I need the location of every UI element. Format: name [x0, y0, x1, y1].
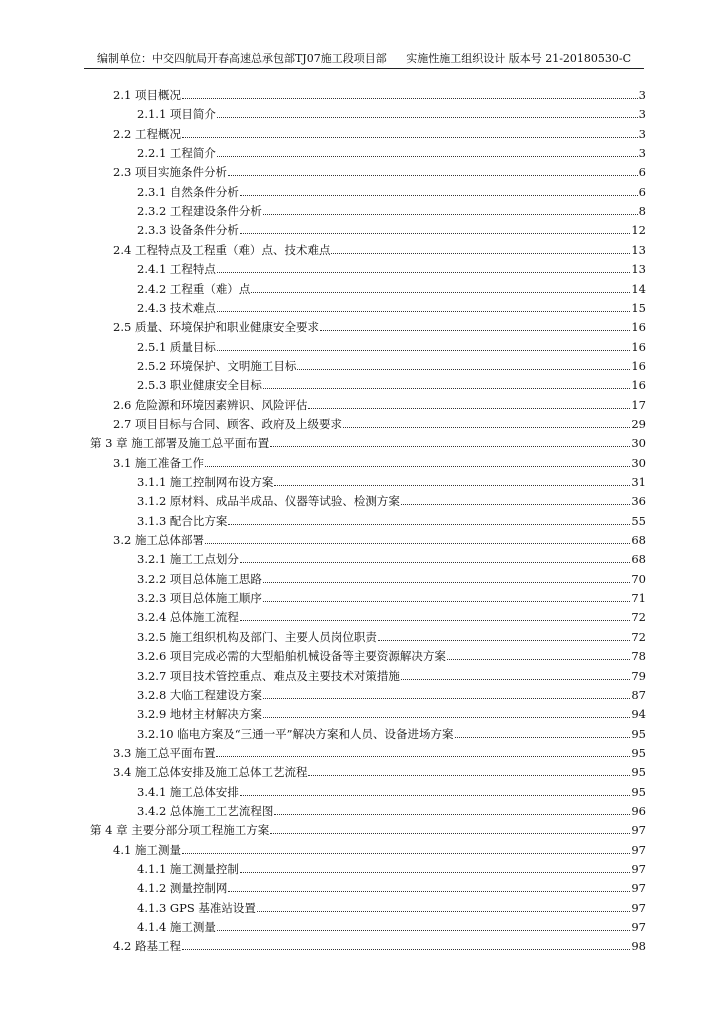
toc-entry[interactable]: [113, 316, 646, 334]
toc-entry-title: 3.2.10 临电方案及“三通一平”解决方案和人员、设备进场方案: [137, 726, 454, 741]
toc-entry-title: 2.4.1 工程特点: [137, 262, 216, 277]
toc-entry[interactable]: [137, 568, 646, 586]
toc-entry[interactable]: [137, 800, 646, 818]
toc-entry[interactable]: [137, 606, 646, 624]
toc-entry-title: 3.2.6 项目完成必需的大型船舶机械设备等主要资源解决方案: [137, 649, 446, 664]
toc-entry-page: 95: [631, 784, 646, 799]
toc-entry-title: 3.4 施工总体安排及施工总体工艺流程: [113, 765, 308, 780]
toc-entry-title: 2.3.3 设备条件分析: [137, 223, 239, 238]
toc-entry[interactable]: [137, 103, 646, 121]
toc-entry-page: 97: [631, 900, 646, 915]
toc-entry-page: 6: [638, 165, 646, 180]
toc-leader-dots: [263, 581, 630, 583]
toc-entry-page: 30: [631, 455, 646, 470]
toc-entry[interactable]: [137, 877, 646, 895]
toc-entry-title: 3.2 施工总体部署: [113, 533, 204, 548]
toc-leader-dots: [217, 349, 630, 351]
toc-entry[interactable]: [113, 742, 646, 760]
toc-leader-dots: [240, 232, 630, 234]
toc-leader-dots: [205, 542, 630, 544]
toc-leader-dots: [308, 774, 630, 776]
toc-entry[interactable]: [113, 529, 646, 547]
toc-leader-dots: [257, 910, 630, 912]
toc-entry-page: 17: [631, 397, 646, 412]
toc-entry[interactable]: [113, 452, 646, 470]
toc-leader-dots: [217, 929, 630, 931]
toc-entry-page: 30: [631, 436, 646, 451]
toc-entry-page: 72: [631, 610, 646, 625]
toc-entry-page: 16: [631, 358, 646, 373]
toc-entry[interactable]: [137, 548, 646, 566]
toc-entry-title: 2.3.1 自然条件分析: [137, 184, 239, 199]
toc-entry-title: 4.1.2 测量控制网: [137, 881, 228, 896]
toc-leader-dots: [182, 948, 630, 950]
toc-entry-title: 2.5.3 职业健康安全目标: [137, 378, 262, 393]
toc-entry-page: 3: [638, 88, 646, 102]
toc-entry-page: 31: [631, 475, 646, 489]
header-organization: 编制单位：中交四航局开春高速总承包部TJ07施工段项目部: [96, 52, 387, 65]
toc-entry-title: 2.4.2 工程重（难）点: [137, 281, 251, 296]
toc-entry-page: 97: [631, 881, 646, 896]
toc-leader-dots: [228, 523, 630, 525]
toc-leader-dots: [401, 678, 630, 680]
toc-entry[interactable]: [113, 84, 646, 102]
toc-leader-dots: [378, 639, 630, 641]
toc-leader-dots: [217, 271, 630, 273]
toc-leader-dots: [343, 426, 630, 428]
toc-entry-page: 29: [631, 416, 646, 431]
toc-entry-page: 16: [631, 339, 646, 354]
toc-leader-dots: [274, 484, 630, 486]
toc-entry-title: 3.1 施工准备工作: [113, 455, 204, 470]
toc-entry-page: 3: [638, 146, 646, 161]
toc-entry-page: 3: [638, 107, 646, 122]
toc-entry-page: 97: [631, 862, 646, 876]
toc-entry-title: 第 3 章 施工部署及施工总平面布置: [90, 436, 270, 451]
toc-entry-page: 98: [631, 939, 646, 954]
toc-entry-page: 79: [631, 668, 646, 683]
toc-entry-title: 2.3 项目实施条件分析: [113, 165, 227, 180]
toc-entry[interactable]: [137, 181, 646, 199]
toc-entry-page: 6: [638, 184, 646, 199]
toc-entry-page: 14: [631, 281, 646, 296]
toc-entry-title: 2.5.1 质量目标: [137, 339, 216, 354]
toc-entry[interactable]: [137, 219, 646, 237]
toc-leader-dots: [251, 291, 630, 293]
toc-entry-page: 70: [631, 571, 646, 586]
toc-entry-title: 3.2.2 项目总体施工思路: [137, 571, 262, 586]
toc-leader-dots: [297, 368, 630, 370]
toc-leader-dots: [240, 871, 630, 873]
toc-entry[interactable]: [137, 858, 646, 876]
toc-leader-dots: [401, 503, 630, 505]
toc-entry-page: 97: [631, 842, 646, 857]
toc-entry[interactable]: [113, 394, 646, 412]
toc-entry[interactable]: [137, 897, 646, 915]
header-version: 实施性施工组织设计 版本号 21-20180530-C: [406, 52, 632, 65]
toc-entry-title: 3.2.3 项目总体施工顺序: [137, 591, 262, 606]
toc-entry-title: 3.2.9 地材主材解决方案: [137, 707, 262, 722]
toc-leader-dots: [217, 310, 630, 312]
toc-entry-page: 87: [631, 687, 646, 702]
toc-leader-dots: [240, 619, 630, 621]
toc-leader-dots: [240, 194, 638, 196]
toc-entry-page: 68: [631, 533, 646, 548]
toc-entry-title: 2.7 项目目标与合同、顾客、政府及上级要求: [113, 416, 342, 431]
toc-leader-dots: [217, 155, 638, 157]
toc-entry[interactable]: [137, 781, 646, 799]
toc-entry-title: 2.4.3 技术难点: [137, 300, 216, 315]
toc-entry[interactable]: [137, 703, 646, 721]
toc-entry[interactable]: [137, 684, 646, 702]
toc-entry-page: 96: [631, 803, 646, 818]
toc-leader-dots: [263, 716, 630, 718]
toc-entry[interactable]: [90, 819, 646, 837]
toc-entry[interactable]: [137, 258, 646, 276]
toc-entry[interactable]: [137, 626, 646, 644]
toc-entry[interactable]: [113, 761, 646, 779]
toc-entry[interactable]: [137, 374, 646, 392]
toc-entry-page: 16: [631, 320, 646, 335]
toc-entry[interactable]: [137, 278, 646, 296]
toc-leader-dots: [308, 407, 630, 409]
toc-leader-dots: [270, 832, 630, 834]
toc-entry[interactable]: [137, 142, 646, 160]
toc-entry[interactable]: [137, 665, 646, 683]
toc-leader-dots: [455, 736, 631, 738]
toc-entry-title: 2.3.2 工程建设条件分析: [137, 204, 262, 219]
toc-leader-dots: [182, 97, 638, 99]
toc-entry[interactable]: [113, 935, 646, 953]
toc-entry-title: 3.4.1 施工总体安排: [137, 784, 239, 799]
toc-entry[interactable]: [137, 355, 646, 373]
toc-leader-dots: [228, 890, 630, 892]
toc-entry[interactable]: [137, 587, 646, 605]
toc-entry-page: 78: [631, 649, 646, 664]
toc-entry[interactable]: [137, 916, 646, 934]
toc-entry-title: 3.3 施工总平面布置: [113, 745, 216, 760]
toc-entry[interactable]: [137, 645, 646, 663]
toc-entry-page: 8: [638, 204, 646, 219]
toc-entry[interactable]: [137, 336, 646, 354]
toc-leader-dots: [263, 387, 630, 389]
toc-leader-dots: [217, 116, 638, 118]
toc-entry-page: 72: [631, 629, 646, 644]
toc-entry-page: 94: [631, 707, 646, 722]
toc-leader-dots: [331, 252, 630, 254]
toc-leader-dots: [263, 697, 630, 699]
toc-entry-page: 36: [631, 494, 646, 509]
toc-leader-dots: [240, 561, 630, 563]
toc-entry-title: 3.2.5 施工组织机构及部门、主要人员岗位职责: [137, 629, 377, 644]
toc-entry[interactable]: [137, 490, 646, 508]
toc-entry-page: 95: [631, 745, 646, 760]
toc-entry-page: 95: [631, 765, 646, 780]
toc-leader-dots: [228, 174, 638, 176]
toc-entry-title: 3.4.2 总体施工工艺流程图: [137, 803, 274, 818]
toc-entry[interactable]: [113, 839, 646, 857]
toc-entry-title: 2.1.1 项目简介: [137, 107, 216, 122]
toc-entry[interactable]: [90, 432, 646, 450]
toc-entry-title: 2.5 质量、环境保护和职业健康安全要求: [113, 320, 319, 335]
toc-entry-page: 3: [638, 126, 646, 141]
toc-leader-dots: [182, 852, 630, 854]
toc-leader-dots: [263, 213, 638, 215]
toc-entry-page: 68: [631, 552, 646, 567]
toc-entry-title: 2.4 工程特点及工程重（难）点、技术难点: [113, 242, 331, 257]
toc-entry-page: 13: [631, 242, 646, 257]
toc-entry[interactable]: [113, 161, 646, 179]
toc-leader-dots: [274, 813, 630, 815]
toc-leader-dots: [263, 600, 630, 602]
toc-entry-title: 4.1.4 施工测量: [137, 920, 216, 935]
toc-entry-page: 15: [631, 300, 646, 315]
toc-entry-page: 13: [631, 262, 646, 277]
toc-entry-page: 71: [631, 591, 646, 606]
toc-entry-title: 3.1.1 施工控制网布设方案: [137, 475, 274, 489]
toc-entry[interactable]: [113, 239, 646, 257]
toc-entry[interactable]: [113, 413, 646, 431]
toc-entry-title: 3.2.4 总体施工流程: [137, 610, 239, 625]
toc-entry-page: 97: [631, 920, 646, 935]
toc-entry-page: 97: [631, 823, 646, 838]
toc-leader-dots: [320, 329, 630, 331]
toc-entry-title: 第 4 章 主要分部分项工程施工方案: [90, 823, 270, 838]
toc-entry-title: 4.1.3 GPS 基准站设置: [137, 900, 256, 915]
toc-entry[interactable]: [137, 200, 646, 218]
toc-entry-title: 4.2 路基工程: [113, 939, 181, 954]
toc-entry-title: 3.2.8 大临工程建设方案: [137, 687, 262, 702]
toc-entry-page: 12: [631, 223, 646, 238]
toc-leader-dots: [240, 794, 630, 796]
toc-entry[interactable]: [137, 510, 646, 528]
toc-entry-title: 3.2.7 项目技术管控重点、难点及主要技术对策措施: [137, 668, 400, 683]
toc-entry[interactable]: [137, 297, 646, 315]
toc-entry-title: 2.2.1 工程简介: [137, 146, 216, 161]
toc-leader-dots: [270, 445, 630, 447]
toc-entry-page: 55: [631, 513, 646, 528]
toc-entry[interactable]: [113, 123, 646, 141]
toc-entry-title: 3.2.1 施工工点划分: [137, 552, 239, 567]
toc-entry-title: 3.1.2 原材料、成品半成品、仪器等试验、检测方案: [137, 494, 400, 509]
toc-leader-dots: [216, 755, 630, 757]
toc-leader-dots: [182, 136, 638, 138]
toc-leader-dots: [205, 465, 630, 467]
toc-entry-page: 16: [631, 378, 646, 393]
toc-leader-dots: [447, 658, 630, 660]
toc-entry-title: 2.5.2 环境保护、文明施工目标: [137, 358, 297, 373]
toc-entry[interactable]: [137, 723, 646, 741]
toc-entry-title: 2.6 危险源和环境因素辨识、风险评估: [113, 397, 308, 412]
page-header: [84, 52, 644, 69]
toc-entry-title: 2.2 工程概况: [113, 126, 181, 141]
toc-entry-title: 4.1.1 施工测量控制: [137, 862, 239, 876]
toc-entry-title: 3.1.3 配合比方案: [137, 513, 228, 528]
toc-entry-title: 2.1 项目概况: [113, 88, 181, 102]
toc-entry-page: 95: [631, 726, 646, 741]
toc-entry-title: 4.1 施工测量: [113, 842, 181, 857]
toc-entry[interactable]: [137, 471, 646, 489]
